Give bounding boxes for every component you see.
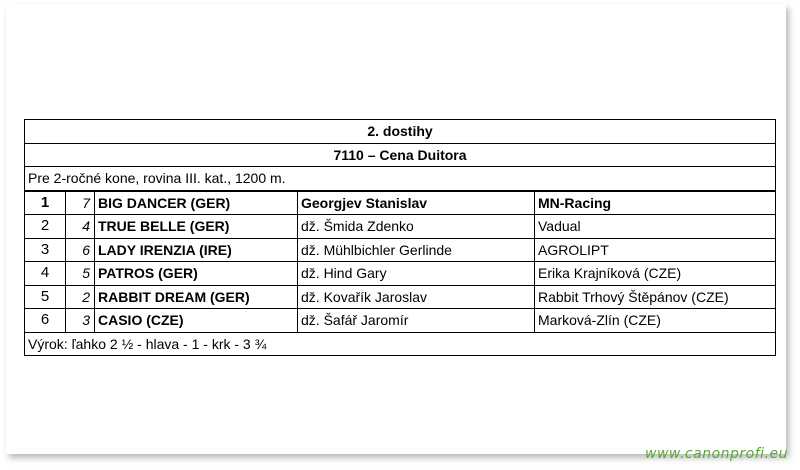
place-cell: 1 bbox=[25, 191, 66, 215]
jockey-cell: dž. Kovařík Jaroslav bbox=[298, 285, 535, 309]
jockey-cell: dž. Hind Gary bbox=[298, 262, 535, 286]
place-cell: 6 bbox=[25, 309, 66, 333]
owner-cell: Vadual bbox=[535, 215, 776, 239]
jockey-cell: dž. Mühlbichler Gerlinde bbox=[298, 238, 535, 262]
owner-cell: Marková-Zlín (CZE) bbox=[535, 309, 776, 333]
jockey-cell: dž. Šmida Zdenko bbox=[298, 215, 535, 239]
horse-cell: CASIO (CZE) bbox=[95, 309, 298, 333]
race-heading: 2. dostihy bbox=[25, 120, 776, 144]
race-name: 7110 – Cena Duitora bbox=[25, 143, 776, 167]
table-row bbox=[25, 262, 776, 286]
table-row bbox=[25, 191, 776, 215]
number-cell: 4 bbox=[66, 215, 95, 239]
place-cell: 5 bbox=[25, 285, 66, 309]
horse-cell: PATROS (GER) bbox=[95, 262, 298, 286]
place-cell: 3 bbox=[25, 238, 66, 262]
number-cell: 3 bbox=[66, 309, 95, 333]
conditions-row bbox=[25, 167, 776, 191]
number-cell: 6 bbox=[66, 238, 95, 262]
table-row bbox=[25, 215, 776, 239]
table-row bbox=[25, 309, 776, 333]
table-row bbox=[25, 285, 776, 309]
horse-cell: RABBIT DREAM (GER) bbox=[95, 285, 298, 309]
race-results-table bbox=[24, 119, 776, 356]
race-margins: Výrok: ľahko 2 ½ - hlava - 1 - krk - 3 ¾ bbox=[25, 332, 776, 355]
heading-row bbox=[25, 120, 776, 144]
race-name-row bbox=[25, 143, 776, 167]
number-cell: 5 bbox=[66, 262, 95, 286]
watermark: www.canonprofi.eu bbox=[645, 446, 788, 462]
jockey-cell: Georgjev Stanislav bbox=[298, 191, 535, 215]
horse-cell: BIG DANCER (GER) bbox=[95, 191, 298, 215]
number-cell: 7 bbox=[66, 191, 95, 215]
margins-row bbox=[25, 332, 776, 355]
number-cell: 2 bbox=[66, 285, 95, 309]
race-conditions: Pre 2-ročné kone, rovina III. kat., 1200 m. bbox=[25, 167, 776, 191]
table-row bbox=[25, 238, 776, 262]
place-cell: 2 bbox=[25, 215, 66, 239]
jockey-cell: dž. Šafář Jaromír bbox=[298, 309, 535, 333]
horse-cell: LADY IRENZIA (IRE) bbox=[95, 238, 298, 262]
owner-cell: Rabbit Trhový Štěpánov (CZE) bbox=[535, 285, 776, 309]
horse-cell: TRUE BELLE (GER) bbox=[95, 215, 298, 239]
owner-cell: Erika Krajníková (CZE) bbox=[535, 262, 776, 286]
owner-cell: AGROLIPT bbox=[535, 238, 776, 262]
place-cell: 4 bbox=[25, 262, 66, 286]
owner-cell: MN-Racing bbox=[535, 191, 776, 215]
